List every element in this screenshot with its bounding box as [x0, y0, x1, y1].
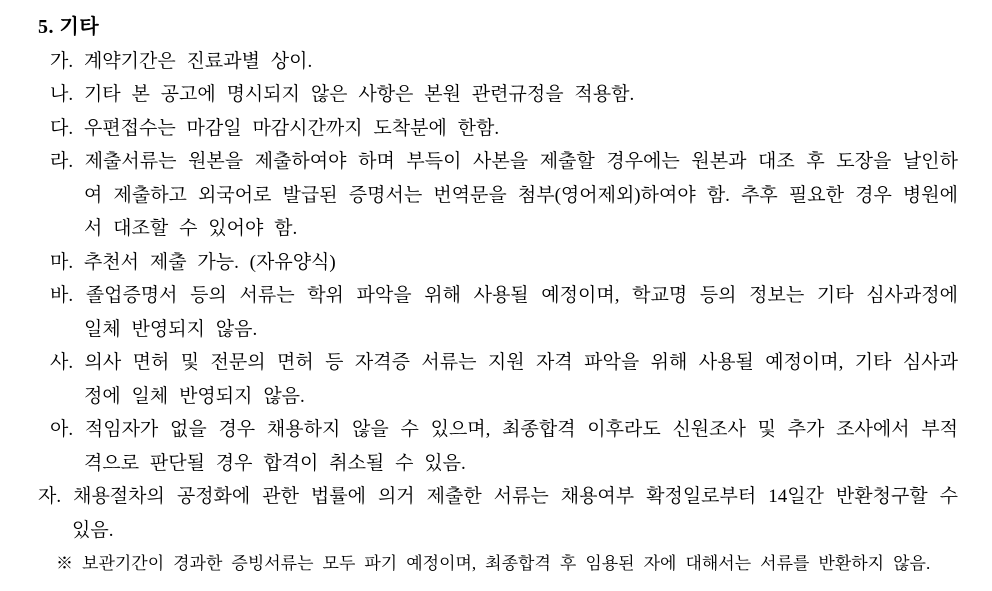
footnote: [38, 547, 958, 581]
item-text: 채용절차의 공정화에 관한 법률에 의거 제출한 서류는 채용여부 확정일로부터 14일간 반환청구할 수 있음.: [72, 486, 958, 541]
item-text: 졸업증명서 등의 서류는 학위 파악을 위해 사용될 예정이며, 학교명 등의 정보는 기타 심사과정에 일체 반영되지 않음.: [84, 285, 958, 340]
item-label: 다.: [50, 117, 74, 139]
list-item-a: [38, 413, 958, 480]
list-item-ja: [38, 480, 958, 547]
list-item-na: [38, 78, 958, 112]
item-label: 사.: [50, 352, 74, 373]
item-text: 계약기간은 진료과별 상이.: [83, 50, 313, 72]
item-label: 바.: [50, 285, 74, 306]
item-label: 아.: [50, 419, 74, 440]
item-text: 기타 본 공고에 명시되지 않은 사항은 본원 관련규정을 적용함.: [83, 84, 635, 105]
list-item-da: [38, 112, 958, 146]
list-item-sa: [38, 346, 958, 413]
item-text: 의사 면허 및 전문의 면허 등 자격증 서류는 지원 자격 파악을 위해 사용될 예정이며, 기타 심사과정에 일체 반영되지 않음.: [84, 352, 958, 407]
item-text: 우편접수는 마감일 마감시간까지 도착분에 한함.: [83, 117, 500, 139]
item-text: 추천서 제출 가능. (자유양식): [83, 251, 336, 273]
list-item-ba: [38, 279, 958, 346]
item-label: 라.: [50, 151, 74, 172]
item-label: 마.: [50, 251, 74, 273]
item-label: 나.: [50, 84, 74, 105]
list-item-ga: [38, 45, 958, 79]
list-item-ma: [38, 246, 958, 280]
reference-mark-icon: ※: [56, 554, 73, 573]
section-heading: 5. 기타: [38, 16, 100, 38]
item-label: 자.: [38, 486, 62, 507]
item-text: 적임자가 없을 경우 채용하지 않을 수 있으며, 최종합격 이후라도 신원조사 및 추가 조사에서 부적격으로 판단될 경우 합격이 취소될 수 있음.: [84, 419, 958, 474]
list-item-ra: [38, 145, 958, 246]
footnote-text: 보관기간이 경과한 증빙서류는 모두 파기 예정이며, 최종합격 후 임용된 자에 대해서는 서류를 반환하지 않음.: [82, 554, 931, 573]
item-text: 제출서류는 원본을 제출하여야 하며 부득이 사본을 제출할 경우에는 원본과 대조 후 도장을 날인하여 제출하고 외국어로 발급된 증명서는 번역문을 첨부(영어제외)하여야 함. 추후 필요한 경우 병원에서 대조할 수 있어야 함.: [84, 151, 958, 239]
item-label: 가.: [50, 50, 74, 72]
